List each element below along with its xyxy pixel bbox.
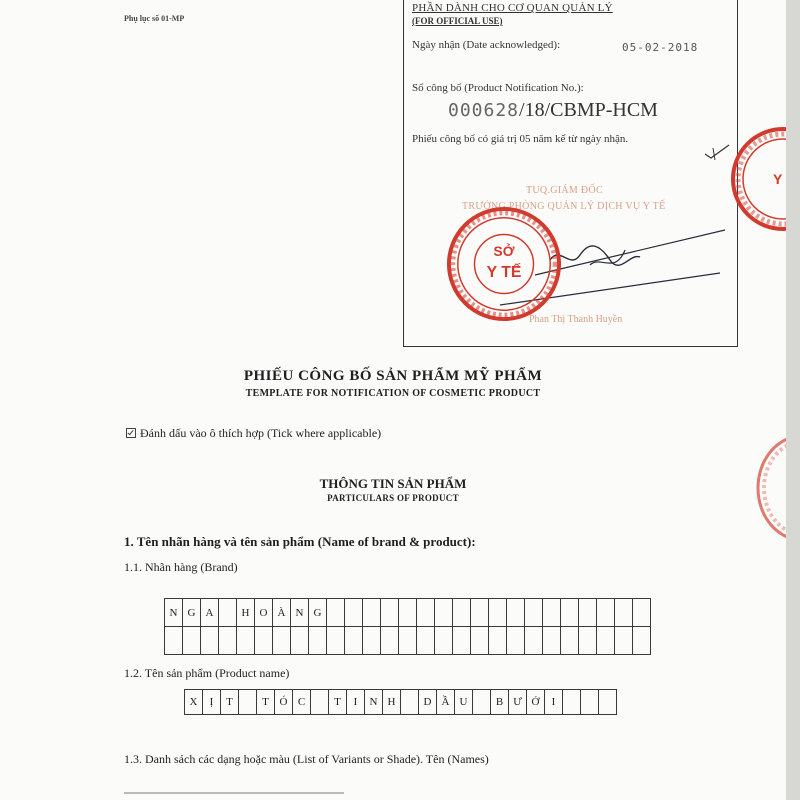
- letter-cell: T: [221, 690, 239, 715]
- svg-text:Y TẾ: Y TẾ: [486, 263, 522, 281]
- letter-cell: [219, 627, 237, 655]
- notification-number-suffix: /18/CBMP-HCM: [519, 99, 658, 121]
- letter-cell: [345, 599, 363, 627]
- section-heading: THÔNG TIN SẢN PHẨM: [319, 476, 467, 491]
- letter-cell: U: [455, 690, 473, 715]
- letter-cell: À: [273, 599, 291, 627]
- letter-cell: Ị: [203, 690, 221, 715]
- letter-cell: [507, 627, 525, 655]
- checkbox-icon: [126, 428, 136, 438]
- letter-cell: [239, 690, 257, 715]
- letter-cell: [417, 599, 435, 627]
- validity-text: Phiếu công bố có giá trị 05 năm kể từ ngày nhận.: [412, 133, 629, 145]
- letter-cell: [633, 627, 651, 655]
- notification-number-digits: 000628: [448, 100, 520, 121]
- letter-cell: [561, 599, 579, 627]
- tick-instruction-text: Đánh dấu vào ô thích hợp (Tick where applicable): [140, 426, 382, 440]
- letter-cell: [183, 627, 201, 655]
- letter-cell: [579, 599, 597, 627]
- letter-cell: B: [491, 690, 509, 715]
- brand-grid-row: [165, 599, 651, 627]
- letter-cell: [219, 599, 237, 627]
- signer-title-1: TUQ.GIÁM ĐỐC: [526, 185, 603, 196]
- letter-cell: G: [183, 599, 201, 627]
- letter-cell: [615, 599, 633, 627]
- official-box-subheading: (FOR OFFICIAL USE): [412, 16, 503, 26]
- letter-cell: [525, 627, 543, 655]
- letter-cell: [615, 627, 633, 655]
- letter-cell: N: [165, 599, 183, 627]
- letter-cell: [597, 627, 615, 655]
- letter-cell: T: [329, 690, 347, 715]
- letter-cell: Ở: [527, 690, 545, 715]
- letter-cell: [471, 599, 489, 627]
- letter-cell: [453, 627, 471, 655]
- letter-cell: [327, 627, 345, 655]
- letter-cell: [525, 599, 543, 627]
- letter-cell: [273, 627, 291, 655]
- svg-text:Y: Y: [773, 171, 783, 187]
- letter-cell: [363, 627, 381, 655]
- letter-cell: H: [237, 599, 255, 627]
- variants-label: 1.3. Danh sách các dạng hoặc màu (List of Variants or Shade). Tên (Names): [124, 752, 489, 766]
- letter-cell: [471, 627, 489, 655]
- form-title-english: TEMPLATE FOR NOTIFICATION OF COSMETIC PRODUCT: [245, 388, 541, 399]
- letter-cell: [633, 599, 651, 627]
- brand-letter-grid: [164, 598, 651, 655]
- annex-label: Phụ lục số 01-MP: [124, 14, 185, 23]
- letter-cell: [345, 627, 363, 655]
- letter-cell: D: [419, 690, 437, 715]
- letter-cell: [381, 627, 399, 655]
- svg-text:SỞ: SỞ: [493, 244, 515, 260]
- official-box-heading: PHẦN DÀNH CHO CƠ QUAN QUẢN LÝ: [412, 2, 613, 14]
- letter-cell: [311, 690, 329, 715]
- letter-cell: I: [545, 690, 563, 715]
- letter-cell: [401, 690, 419, 715]
- question-1-label: 1. Tên nhãn hàng và tên sản phẩm (Name of brand & product):: [124, 534, 476, 549]
- brand-label: 1.1. Nhãn hàng (Brand): [124, 560, 238, 574]
- letter-cell: [543, 599, 561, 627]
- letter-cell: Ó: [275, 690, 293, 715]
- letter-cell: [473, 690, 491, 715]
- letter-cell: O: [255, 599, 273, 627]
- notification-number-label: Số công bố (Product Notification No.):: [412, 82, 584, 94]
- letter-cell: [237, 627, 255, 655]
- letter-cell: [489, 599, 507, 627]
- letter-cell: [255, 627, 273, 655]
- letter-cell: X: [185, 690, 203, 715]
- letter-cell: [507, 599, 525, 627]
- tick-instruction: [126, 426, 381, 441]
- product-grid-row: [185, 690, 617, 715]
- letter-cell: N: [291, 599, 309, 627]
- notification-number-value: [448, 99, 658, 122]
- letter-cell: [561, 627, 579, 655]
- letter-cell: [579, 627, 597, 655]
- letter-cell: [309, 627, 327, 655]
- letter-cell: T: [257, 690, 275, 715]
- letter-cell: [417, 627, 435, 655]
- letter-cell: [597, 599, 615, 627]
- letter-cell: [435, 627, 453, 655]
- letter-cell: [543, 627, 561, 655]
- letter-cell: [201, 627, 219, 655]
- letter-cell: [563, 690, 581, 715]
- letter-cell: Ư: [509, 690, 527, 715]
- product-letter-grid: [184, 689, 617, 715]
- letter-cell: G: [309, 599, 327, 627]
- letter-cell: [399, 599, 417, 627]
- letter-cell: [599, 690, 617, 715]
- letter-cell: Ầ: [437, 690, 455, 715]
- letter-cell: N: [365, 690, 383, 715]
- date-acknowledged-value: 05-02-2018: [622, 41, 699, 54]
- letter-cell: [381, 599, 399, 627]
- letter-cell: [435, 599, 453, 627]
- signer-name: Phan Thị Thanh Huyền: [529, 314, 623, 325]
- letter-cell: [453, 599, 471, 627]
- product-name-label: 1.2. Tên sản phẩm (Product name): [124, 666, 290, 680]
- letter-cell: [363, 599, 381, 627]
- letter-cell: [327, 599, 345, 627]
- letter-cell: [581, 690, 599, 715]
- brand-grid-row: [165, 627, 651, 655]
- divider: [124, 792, 344, 794]
- form-title: PHIẾU CÔNG BỐ SẢN PHẨM MỸ PHẨM: [243, 368, 543, 384]
- letter-cell: C: [293, 690, 311, 715]
- official-seal-icon: [445, 205, 563, 323]
- signer-title-2: TRƯỞNG PHÒNG QUẢN LÝ DỊCH VỤ Y TẾ: [462, 201, 666, 212]
- letter-cell: [489, 627, 507, 655]
- letter-cell: [291, 627, 309, 655]
- letter-cell: [399, 627, 417, 655]
- letter-cell: I: [347, 690, 365, 715]
- letter-cell: [165, 627, 183, 655]
- page-edge: [786, 0, 800, 800]
- letter-cell: A: [201, 599, 219, 627]
- section-heading-english: PARTICULARS OF PRODUCT: [327, 493, 459, 503]
- letter-cell: H: [383, 690, 401, 715]
- date-acknowledged-label: Ngày nhận (Date acknowledged):: [412, 39, 561, 51]
